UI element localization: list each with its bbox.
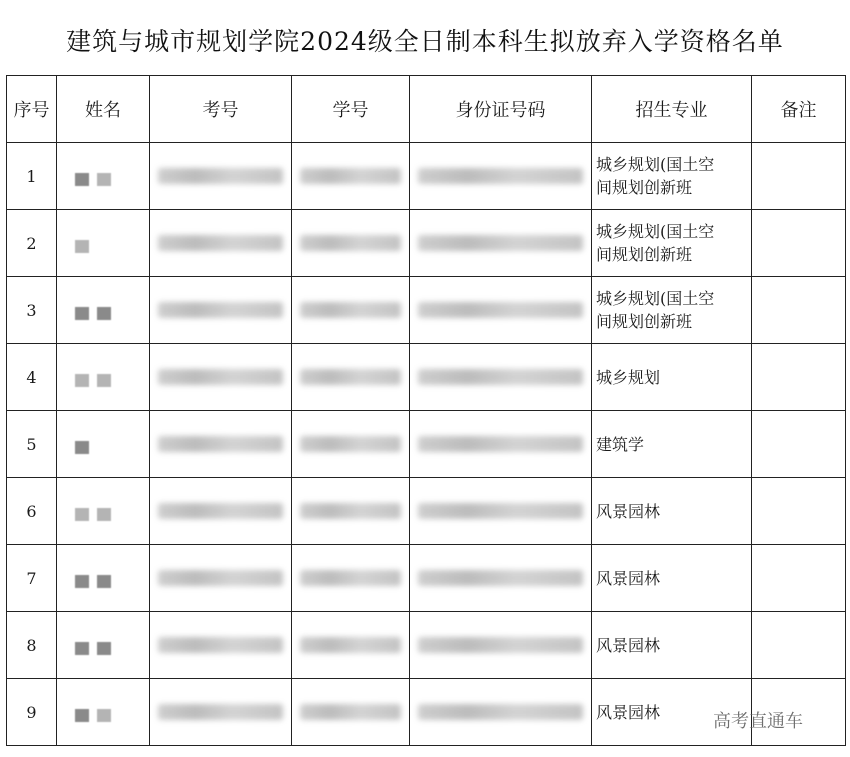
major-line2: 间规划创新班	[596, 312, 693, 331]
seq-cell: 6	[7, 478, 57, 545]
major-cell	[592, 210, 752, 277]
seq-cell: 3	[7, 277, 57, 344]
major-line1: 城乡规划	[596, 367, 661, 387]
document-title: 建筑与城市规划学院2024级全日制本科生拟放弃入学资格名单	[66, 27, 784, 56]
student-no-cell-redacted	[292, 612, 410, 679]
name-cell-redacted	[57, 277, 150, 344]
table-header-row	[7, 76, 846, 143]
exam-no-cell-redacted	[150, 545, 292, 612]
seq-cell: 9	[7, 679, 57, 746]
table-row	[7, 277, 846, 344]
exam-no-cell-redacted	[150, 143, 292, 210]
header-id-no: 身份证号码	[410, 76, 592, 143]
major-line1: 城乡规划(国土空	[596, 155, 715, 174]
watermark: 高考直通车	[713, 711, 803, 732]
major-cell	[592, 411, 752, 478]
table-row	[7, 411, 846, 478]
student-no-cell-redacted	[292, 679, 410, 746]
table-row	[7, 478, 846, 545]
exam-no-cell-redacted	[150, 210, 292, 277]
student-no-cell-redacted	[292, 344, 410, 411]
major-line1: 城乡规划(国土空	[596, 289, 715, 308]
seq-cell: 8	[7, 612, 57, 679]
major-line2: 间规划创新班	[596, 245, 693, 264]
major-cell	[592, 344, 752, 411]
table-row	[7, 612, 846, 679]
table-row	[7, 545, 846, 612]
name-cell-redacted	[57, 478, 150, 545]
seq-cell: 5	[7, 411, 57, 478]
name-cell-redacted	[57, 344, 150, 411]
major-line1: 风景园林	[596, 568, 661, 588]
id-no-cell-redacted	[410, 612, 592, 679]
student-no-cell-redacted	[292, 210, 410, 277]
header-major: 招生专业	[592, 76, 752, 143]
id-no-cell-redacted	[410, 344, 592, 411]
major-cell	[592, 143, 752, 210]
remark-cell	[752, 478, 846, 545]
admission-waiver-table	[6, 75, 846, 746]
student-no-cell-redacted	[292, 277, 410, 344]
major-line1: 风景园林	[596, 702, 661, 722]
major-line1: 风景园林	[596, 501, 661, 521]
header-seq: 序号	[7, 76, 57, 143]
remark-cell	[752, 344, 846, 411]
major-cell	[592, 277, 752, 344]
major-line2: 间规划创新班	[596, 178, 693, 197]
id-no-cell-redacted	[410, 277, 592, 344]
remark-cell	[752, 411, 846, 478]
remark-cell	[752, 210, 846, 277]
id-no-cell-redacted	[410, 210, 592, 277]
exam-no-cell-redacted	[150, 344, 292, 411]
remark-cell	[752, 545, 846, 612]
remark-cell	[752, 277, 846, 344]
seq-cell: 4	[7, 344, 57, 411]
header-name: 姓名	[57, 76, 150, 143]
exam-no-cell-redacted	[150, 679, 292, 746]
table-row	[7, 143, 846, 210]
header-exam-no: 考号	[150, 76, 292, 143]
exam-no-cell-redacted	[150, 478, 292, 545]
major-line1: 建筑学	[596, 434, 645, 454]
header-remark: 备注	[752, 76, 846, 143]
major-line1: 城乡规划(国土空	[596, 222, 715, 241]
student-no-cell-redacted	[292, 478, 410, 545]
major-cell	[592, 545, 752, 612]
name-cell-redacted	[57, 545, 150, 612]
remark-cell	[752, 612, 846, 679]
seq-cell: 1	[7, 143, 57, 210]
student-no-cell-redacted	[292, 545, 410, 612]
exam-no-cell-redacted	[150, 411, 292, 478]
id-no-cell-redacted	[410, 679, 592, 746]
id-no-cell-redacted	[410, 143, 592, 210]
exam-no-cell-redacted	[150, 277, 292, 344]
id-no-cell-redacted	[410, 478, 592, 545]
name-cell-redacted	[57, 210, 150, 277]
major-cell	[592, 478, 752, 545]
name-cell-redacted	[57, 612, 150, 679]
table-row	[7, 344, 846, 411]
id-no-cell-redacted	[410, 411, 592, 478]
header-student-no: 学号	[292, 76, 410, 143]
student-no-cell-redacted	[292, 143, 410, 210]
name-cell-redacted	[57, 679, 150, 746]
name-cell-redacted	[57, 143, 150, 210]
exam-no-cell-redacted	[150, 612, 292, 679]
remark-cell	[752, 143, 846, 210]
name-cell-redacted	[57, 411, 150, 478]
seq-cell: 2	[7, 210, 57, 277]
student-no-cell-redacted	[292, 411, 410, 478]
major-line1: 风景园林	[596, 635, 661, 655]
major-cell	[592, 612, 752, 679]
id-no-cell-redacted	[410, 545, 592, 612]
table-row	[7, 210, 846, 277]
seq-cell: 7	[7, 545, 57, 612]
